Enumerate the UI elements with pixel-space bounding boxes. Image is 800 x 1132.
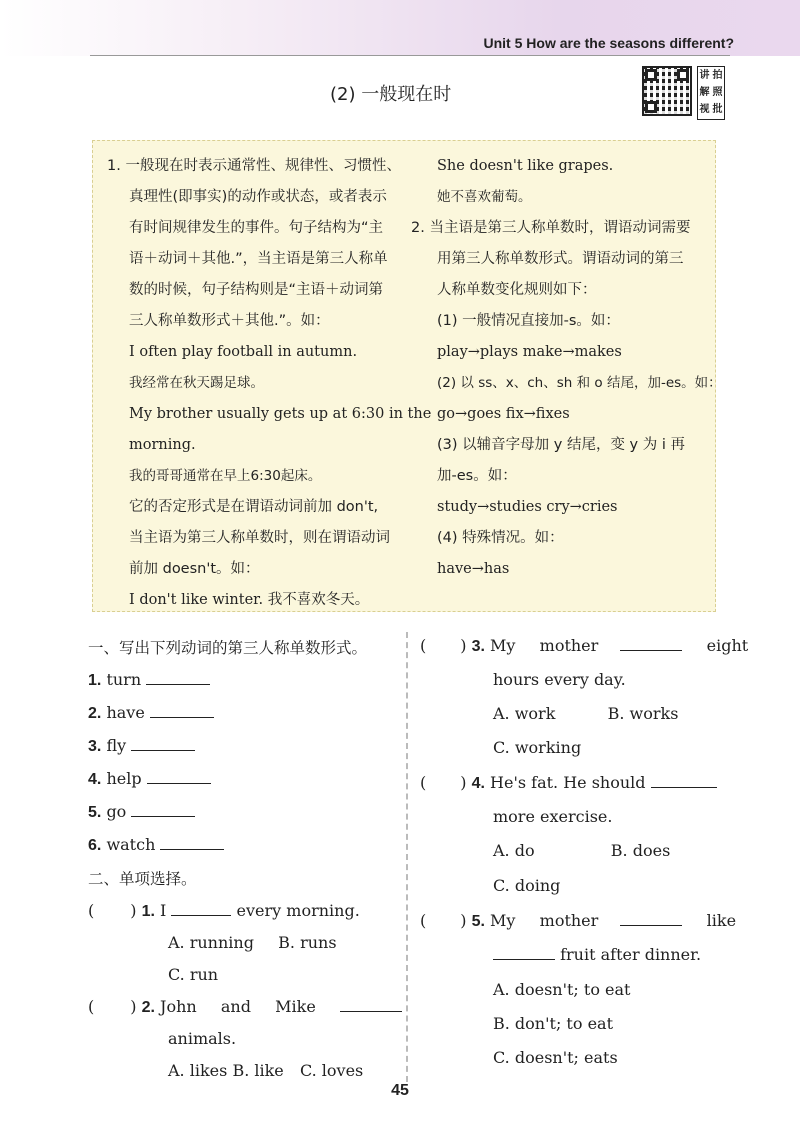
section-title: (2) 一般现在时: [330, 84, 452, 105]
header-divider: [90, 55, 730, 56]
note-line: 2. 当主语是第三人称单数时，谓语动词需要: [411, 220, 691, 236]
note-line: 真理性(即事实)的动作或状态，或者表示: [129, 189, 387, 205]
option-a: A. work: [493, 704, 556, 723]
note-line: 用第三人称单数形式。谓语动词的第三: [437, 251, 684, 267]
note-example-zh: 我经常在秋天踢足球。: [129, 375, 264, 391]
answer-blank[interactable]: [651, 786, 717, 788]
note-example-zh: 我的哥哥通常在早上6:30起床。: [129, 468, 322, 484]
question-5-line2: fruit after dinner.: [493, 945, 701, 964]
question-5: ( ) 5. My mother like: [420, 911, 737, 930]
note-example-en: have→has: [437, 561, 510, 577]
qr-code[interactable]: [642, 66, 692, 116]
answer-paren[interactable]: ( ): [88, 901, 137, 920]
note-line: 数的时候，句子结构则是“主语＋动词第: [129, 282, 384, 298]
grammar-note-box: [92, 140, 722, 612]
page-number: 45: [391, 1082, 409, 1099]
part1-item: 3. fly: [88, 736, 195, 756]
note-example-en: morning.: [129, 437, 196, 453]
note-line: 1. 一般现在时表示通常性、规律性、习惯性、: [107, 158, 401, 174]
option-b: B. runs: [278, 933, 337, 952]
note-example-en: I don't like winter. 我不喜欢冬天。: [129, 592, 370, 608]
question-2-line2: animals.: [168, 1029, 237, 1048]
note-example-en: She doesn't like grapes.: [437, 158, 614, 174]
part1-item: 5. go: [88, 802, 195, 822]
answer-blank[interactable]: [146, 683, 210, 685]
option-b: B. does: [610, 841, 671, 860]
note-example-en: I often play football in autumn.: [129, 344, 358, 360]
answer-blank[interactable]: [131, 749, 195, 751]
note-line: (4) 特殊情况。如：: [437, 530, 564, 546]
note-line: 它的否定形式是在谓语动词前加 don't,: [129, 499, 379, 515]
question-4: ( ) 4. He's fat. He should: [420, 773, 717, 793]
note-line: 三人称单数形式＋其他.”。如：: [129, 313, 330, 329]
part1-item: 4. help: [88, 769, 211, 789]
option-c: C. doesn't; eats: [493, 1048, 618, 1067]
answer-blank[interactable]: [620, 924, 682, 926]
question-3: ( ) 3. My mother eight: [420, 636, 749, 655]
note-example-zh: 她不喜欢葡萄。: [437, 189, 532, 205]
note-line: 人称单数变化规则如下：: [437, 282, 597, 298]
answer-paren[interactable]: ( ): [420, 636, 467, 655]
note-example-en: study→studies cry→cries: [437, 499, 618, 515]
question-3-line2: hours every day.: [493, 670, 626, 689]
part2-title: 二、单项选择。: [88, 870, 197, 888]
note-example-en: go→goes fix→fixes: [437, 406, 570, 422]
note-line: 语＋动词＋其他.”，当主语是第三人称单: [129, 251, 388, 267]
option-a: A. doesn't; to eat: [493, 980, 631, 999]
option-a: A. running: [168, 933, 254, 952]
answer-paren[interactable]: ( ): [420, 773, 467, 792]
part1-item: 6. watch: [88, 835, 224, 855]
note-line: 前加 doesn't。如：: [129, 561, 260, 577]
answer-paren[interactable]: ( ): [420, 911, 467, 930]
option-c: C. loves: [299, 1061, 364, 1080]
question-4-options: [493, 841, 670, 860]
question-3-options: [493, 704, 678, 723]
note-line: (2) 以 ss、x、ch、sh 和 o 结尾，加-es。如：: [437, 375, 722, 391]
option-c: C. doing: [493, 876, 561, 895]
answer-blank[interactable]: [131, 815, 195, 817]
note-line: 当主语为第三人称单数时，则在谓语动词: [129, 530, 390, 546]
question-1-options: [168, 933, 337, 952]
answer-blank[interactable]: [340, 1010, 402, 1012]
part1-title: 一、写出下列动词的第三人称单数形式。: [88, 639, 368, 657]
note-line: (3) 以辅音字母加 y 结尾，变 y 为 i 再: [437, 437, 685, 453]
unit-title: Unit 5 How are the seasons different?: [483, 35, 734, 51]
answer-blank[interactable]: [620, 649, 682, 651]
option-b: B. like: [232, 1061, 284, 1080]
qr-label: 讲 拍 解 照 视 批: [697, 66, 725, 120]
part1-item: 1. turn: [88, 670, 210, 690]
note-line: 加-es。如：: [437, 468, 517, 484]
answer-blank[interactable]: [493, 958, 555, 960]
option-a: A. likes: [168, 1061, 228, 1080]
column-divider: [406, 632, 408, 1082]
question-2-options: [168, 1061, 363, 1080]
option-b: B. works: [607, 704, 679, 723]
answer-paren[interactable]: ( ): [88, 997, 137, 1016]
answer-blank[interactable]: [147, 782, 211, 784]
answer-blank[interactable]: [160, 848, 224, 850]
note-example-en: My brother usually gets up at 6:30 in the: [129, 406, 432, 422]
option-a: A. do: [493, 841, 535, 860]
question-1: ( ) 1. I every morning.: [88, 901, 360, 920]
option-c: C. run: [168, 965, 219, 984]
option-b: B. don't; to eat: [493, 1014, 613, 1033]
answer-blank[interactable]: [171, 914, 231, 916]
part1-item: 2. have: [88, 703, 214, 723]
note-example-en: play→plays make→makes: [437, 344, 622, 360]
note-line: (1) 一般情况直接加-s。如：: [437, 313, 620, 329]
note-right-column: [411, 151, 722, 585]
option-c: C. working: [493, 738, 582, 757]
question-2: ( ) 2. John and Mike: [88, 997, 402, 1017]
note-left-column: [107, 151, 432, 616]
question-4-line2: more exercise.: [493, 807, 613, 826]
note-line: 有时间规律发生的事件。句子结构为“主: [129, 220, 384, 236]
answer-blank[interactable]: [150, 716, 214, 718]
